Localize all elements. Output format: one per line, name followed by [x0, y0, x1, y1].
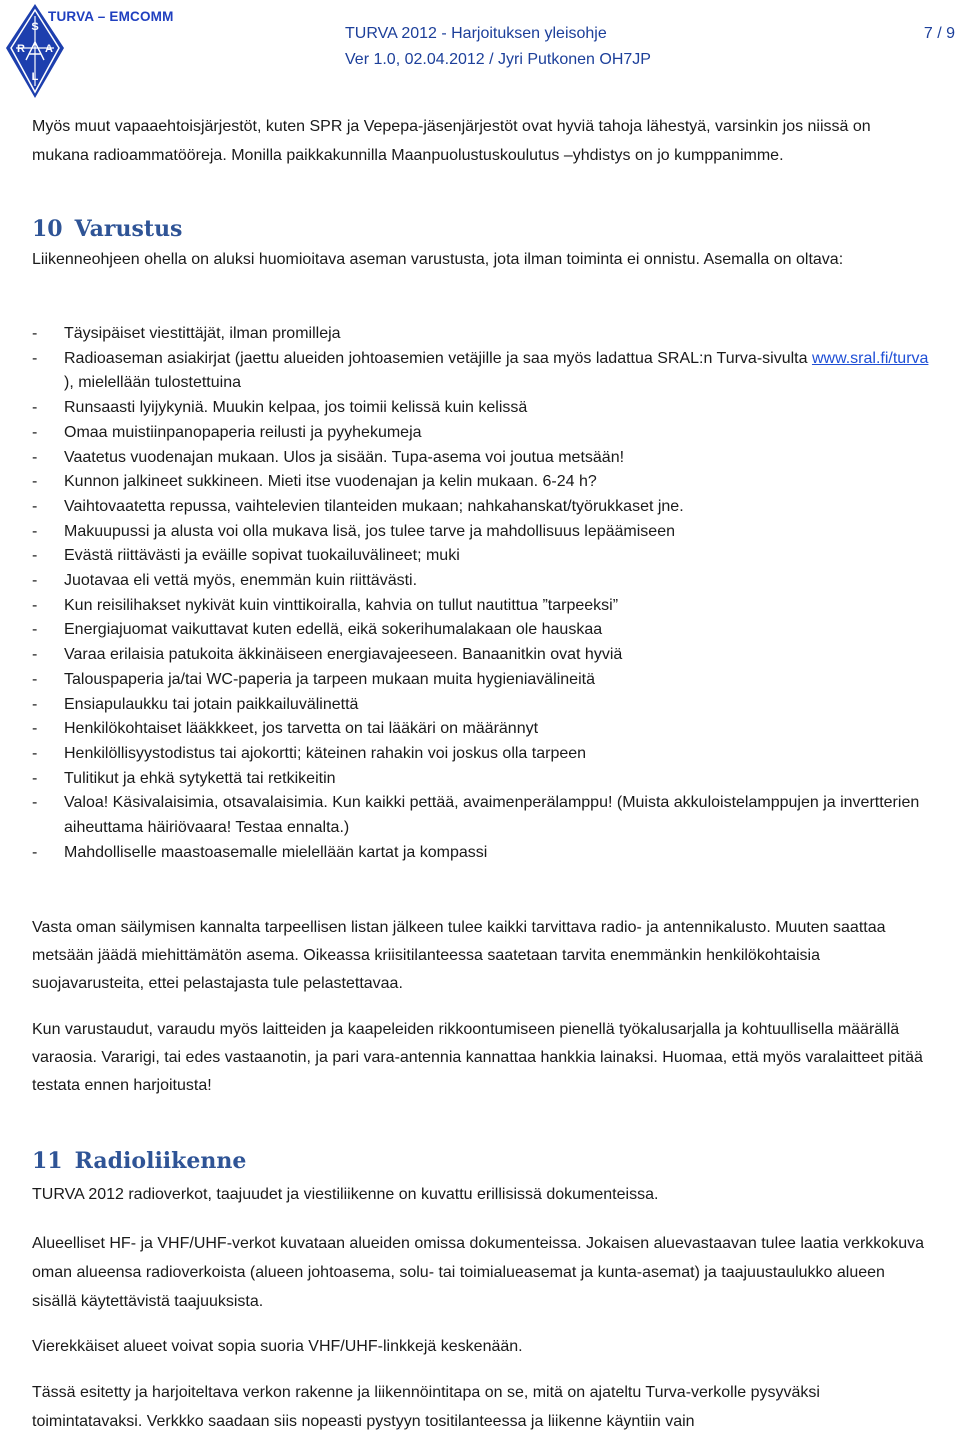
section-number: 10 — [32, 216, 63, 242]
list-item — [32, 421, 932, 446]
list-item-text: Runsaasti lyijykyniä. Muukin kelpaa, jos toimii kelissä kuin kelissä — [64, 399, 528, 417]
list-item-text: Täysipäiset viestittäjät, ilman promilleja — [64, 325, 341, 342]
list-dash: - — [32, 621, 38, 639]
list-item-text: Kunnon jalkineet sukkineen. Mieti itse vuodenajan ja kelin mukaan. 6-24 h? — [64, 473, 597, 491]
list-dash: - — [32, 423, 38, 441]
list-dash: - — [32, 473, 38, 491]
logo-letter-r: R — [17, 43, 25, 55]
list-item-text: ), mielellään tulostettuina — [64, 374, 241, 392]
section-title: Varustus — [74, 216, 183, 242]
list-item-text: Varaa erilaisia patukoita äkkinäiseen energiavajeeseen. Banaanitkin ovat hyviä — [64, 646, 623, 664]
list-item — [32, 470, 932, 495]
list-item — [32, 767, 932, 792]
section-11-paragraph-2: Alueelliset HF- ja VHF/UHF-verkot kuvataan alueiden omissa dokumenteissa. Jokaisen aluevastaavan tulee laatia verkkokuva oman alueensa radioverkoista (alueen johtoasema, solu- tai toimialueasemat ja kunta-asemat) ja taajuustaulukko alueen sisällä käytettävistä taajuuksista. — [32, 1235, 924, 1310]
list-item — [32, 791, 932, 840]
list-dash: - — [32, 596, 38, 614]
document-version: Ver 1.0, 02.04.2012 / Jyri Putkonen OH7JP — [345, 51, 651, 68]
list-item — [32, 569, 932, 594]
section-11-paragraph-4: Tässä esitetty ja harjoiteltava verkon rakenne ja liikennöintitapa on se, mitä on ajateltu Turva-verkolle pysyväksi toimintatavaksi. Verkkko saadaan siis nopeasti pystyyn tositilanteessa ja liikenne käyntiin vain — [32, 1384, 820, 1430]
list-dash: - — [32, 744, 38, 762]
intro-paragraph: Myös muut vapaaehtoisjärjestöt, kuten SPR ja Vepepa-jäsenjärjestöt ovat hyviä tahoja lähestyä, varsinkin jos niissä on mukana radioammatööreja. Monilla paikkakunnilla Maanpuolustuskoulutus –yhdistys on jo kumppanimme. — [32, 118, 871, 164]
document-title: TURVA 2012 - Harjoituksen yleisohje — [345, 25, 607, 42]
list-item-text: Mahdolliselle maastoasemalle mielellään kartat ja kompassi — [64, 843, 488, 861]
list-item-text: Omaa muistiinpanopaperia reilusti ja pyyhekumeja — [64, 423, 422, 441]
list-item-text: Kun reisilihakset nykivät kuin vinttikoiralla, kahvia on tullut nautittua ”tarpeeksi” — [64, 596, 619, 614]
page-number: 7 / 9 — [923, 25, 955, 42]
list-item-text: Ensiapulaukku tai jotain paikkailuvälinettä — [64, 695, 359, 713]
list-item — [32, 841, 932, 866]
list-item-text: Makuupussi ja alusta voi olla mukava lisä, jos tulee tarve ja mahdollisuus lepäämiseen — [64, 522, 675, 540]
list-item — [32, 495, 932, 520]
list-item-text: Vaatetus vuodenajan mukaan. Ulos ja sisään. Tupa-asema voi joutua metsään! — [64, 448, 625, 466]
list-dash: - — [32, 720, 38, 738]
list-dash: - — [32, 646, 38, 664]
list-item-text: Energiajuomat vaikuttavat kuten edellä, eikä sokerihumalakaan ole hauskaa — [64, 621, 603, 639]
section-10-heading — [32, 216, 182, 242]
list-item-text: Vaihtovaatetta repussa, vaihtelevien tilanteiden mukaan; nahkahanskat/työrukkaset jne. — [64, 497, 684, 515]
section-10-paragraph-1: Vasta oman säilymisen kannalta tarpeellisen listan jälkeen tulee kaikki tarvittava radio- ja antennikalusto. Muuten saattaa metsään jäädä miehittämätön asema. Oikeassa kriisitilanteessa saatetaan tarvita enemmänkin henkilökohtaisia suojavarusteita, ettei pelastajasta tule pelastettavaa. — [32, 919, 886, 992]
section-11-paragraph-3: Vierekkäiset alueet voivat sopia suoria VHF/UHF-linkkejä keskenään. — [32, 1338, 523, 1355]
list-item — [32, 322, 932, 347]
list-dash: - — [32, 349, 38, 367]
logo-letter-l: L — [31, 71, 39, 83]
section-title: Radioliikenne — [74, 1148, 247, 1174]
list-dash: - — [32, 448, 38, 466]
list-dash: - — [32, 522, 38, 540]
list-item-text: Evästä riittävästi ja eväille sopivat tuokailuvälineet; muki — [64, 547, 460, 565]
section-number: 11 — [32, 1148, 63, 1174]
section-11-heading — [32, 1148, 246, 1174]
list-item — [32, 520, 932, 545]
list-item — [32, 643, 932, 668]
section-10-lead: Liikenneohjeen ohella on aluksi huomioitava aseman varustusta, jota ilman toiminta ei onnistu. Asemalla on oltava: — [32, 251, 844, 268]
sral-turva-link[interactable]: www.sral.fi/turva — [811, 349, 929, 367]
list-item — [32, 594, 932, 619]
list-dash: - — [32, 325, 38, 342]
list-dash: - — [32, 572, 38, 590]
header-brand: TURVA – EMCOMM — [48, 9, 174, 24]
list-item — [32, 668, 932, 693]
list-item-text: Talouspaperia ja/tai WC-paperia ja tarpeen mukaan muita hygieniavälineitä — [64, 670, 595, 688]
list-item — [32, 717, 932, 742]
equipment-list — [32, 322, 932, 865]
list-item — [32, 742, 932, 767]
logo-letter-s: S — [31, 21, 39, 33]
list-item-text: Radioaseman asiakirjat (jaettu alueiden johtoasemien vetäjille ja saa myös ladattua SRAL:n Turva-sivulta — [64, 349, 812, 367]
list-dash: - — [32, 670, 38, 688]
section-11-paragraph-1: TURVA 2012 radioverkot, taajuudet ja viestiliikenne on kuvattu erillisissä dokumenteissa. — [32, 1186, 659, 1203]
list-item — [32, 347, 932, 396]
logo-letter-a: A — [45, 43, 53, 55]
list-dash: - — [32, 843, 38, 861]
equipment-list-container — [32, 322, 932, 865]
list-item — [32, 693, 932, 718]
list-item — [32, 396, 932, 421]
list-item — [32, 446, 932, 471]
list-item-text: Tulitikut ja ehkä sytykettä tai retkikeitin — [64, 769, 336, 787]
list-item — [32, 618, 932, 643]
list-dash: - — [32, 497, 38, 515]
list-dash: - — [32, 399, 38, 417]
list-item-text: Juotavaa eli vettä myös, enemmän kuin riittävästi. — [64, 572, 418, 590]
list-item-text: Henkilöllisyystodistus tai ajokortti; käteinen rahakin voi joskus olla tarpeen — [64, 744, 587, 762]
list-item-text: Henkilökohtaiset lääkkkeet, jos tarvetta on tai lääkäri on määrännyt — [64, 720, 539, 738]
list-item — [32, 544, 932, 569]
list-dash: - — [32, 794, 38, 812]
list-item-text: Valoa! Käsivalaisimia, otsavalaisimia. Kun kaikki pettää, avaimenperälamppu! (Muista akkuloistelamppujen ja invertterien aiheuttama häiriövaara! Testaa ennalta.) — [64, 794, 920, 837]
list-dash: - — [32, 547, 38, 565]
list-dash: - — [32, 769, 38, 787]
section-10-paragraph-2: Kun varustaudut, varaudu myös laitteiden ja kaapeleiden rikkoontumiseen pienellä työkalusarjalla ja kohtuullisella määrällä varaosia. Vararigi, tai edes vastaanotin, ja pari vara-antennia kannattaa hankkia lainaksi. Huomaa, että myös varalaitteet pitää testata ennen harjoitusta! — [32, 1021, 923, 1094]
list-dash: - — [32, 695, 38, 713]
